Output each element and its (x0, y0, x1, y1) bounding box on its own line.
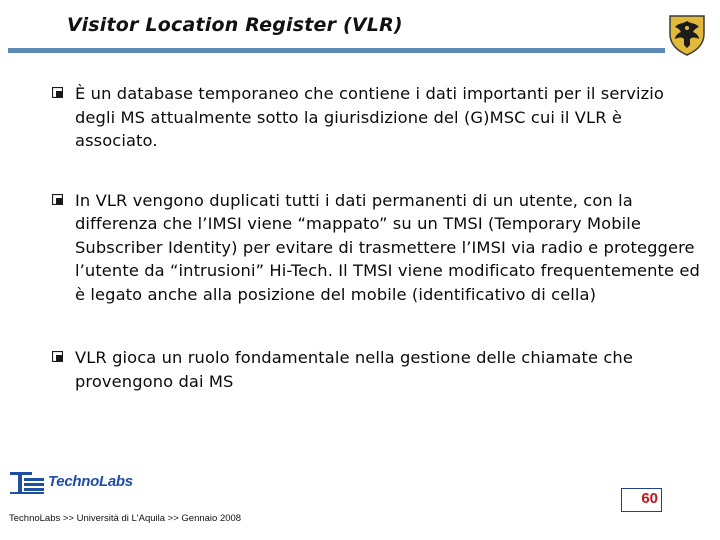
logo-text: TechnoLabs (48, 473, 133, 490)
technolabs-mark-icon (10, 470, 46, 496)
page-number: 60 (621, 488, 662, 512)
slide-title: Visitor Location Register (VLR) (67, 14, 403, 36)
footer-text: TechnoLabs >> Università di L'Aquila >> Gennaio 2008 (9, 513, 242, 524)
bullet-item (50, 189, 700, 307)
checkbox-bullet-icon (52, 194, 63, 205)
bullet-text: È un database temporaneo che contiene i dati importanti per il servizio degli MS attualmente sotto la giurisdizione del (G)MSC cui il VLR è associato. (75, 84, 664, 150)
bullet-text: In VLR vengono duplicati tutti i dati permanenti di un utente, con la differenza che l’IMSI viene “mappato” su un TMSI (Temporary Mobile Subscriber Identity) per evitare di trasmettere l’IMSI via radio e proteggere l’utente da “intrusioni” Hi-Tech. Il TMSI viene modificato frequentemente ed è legato anche alla posizione del mobile (identificativo di cella) (75, 190, 700, 304)
bullet-text: VLR gioca un ruolo fondamentale nella gestione delle chiamate che provengono dai MS (75, 348, 633, 391)
title-underline (8, 48, 665, 53)
bullet-item (50, 82, 700, 153)
bullet-item (50, 346, 700, 393)
technolabs-logo (10, 470, 133, 498)
bullet-list (50, 82, 700, 393)
checkbox-bullet-icon (52, 351, 63, 362)
checkbox-bullet-icon (52, 87, 63, 98)
coat-of-arms-icon (666, 12, 708, 56)
